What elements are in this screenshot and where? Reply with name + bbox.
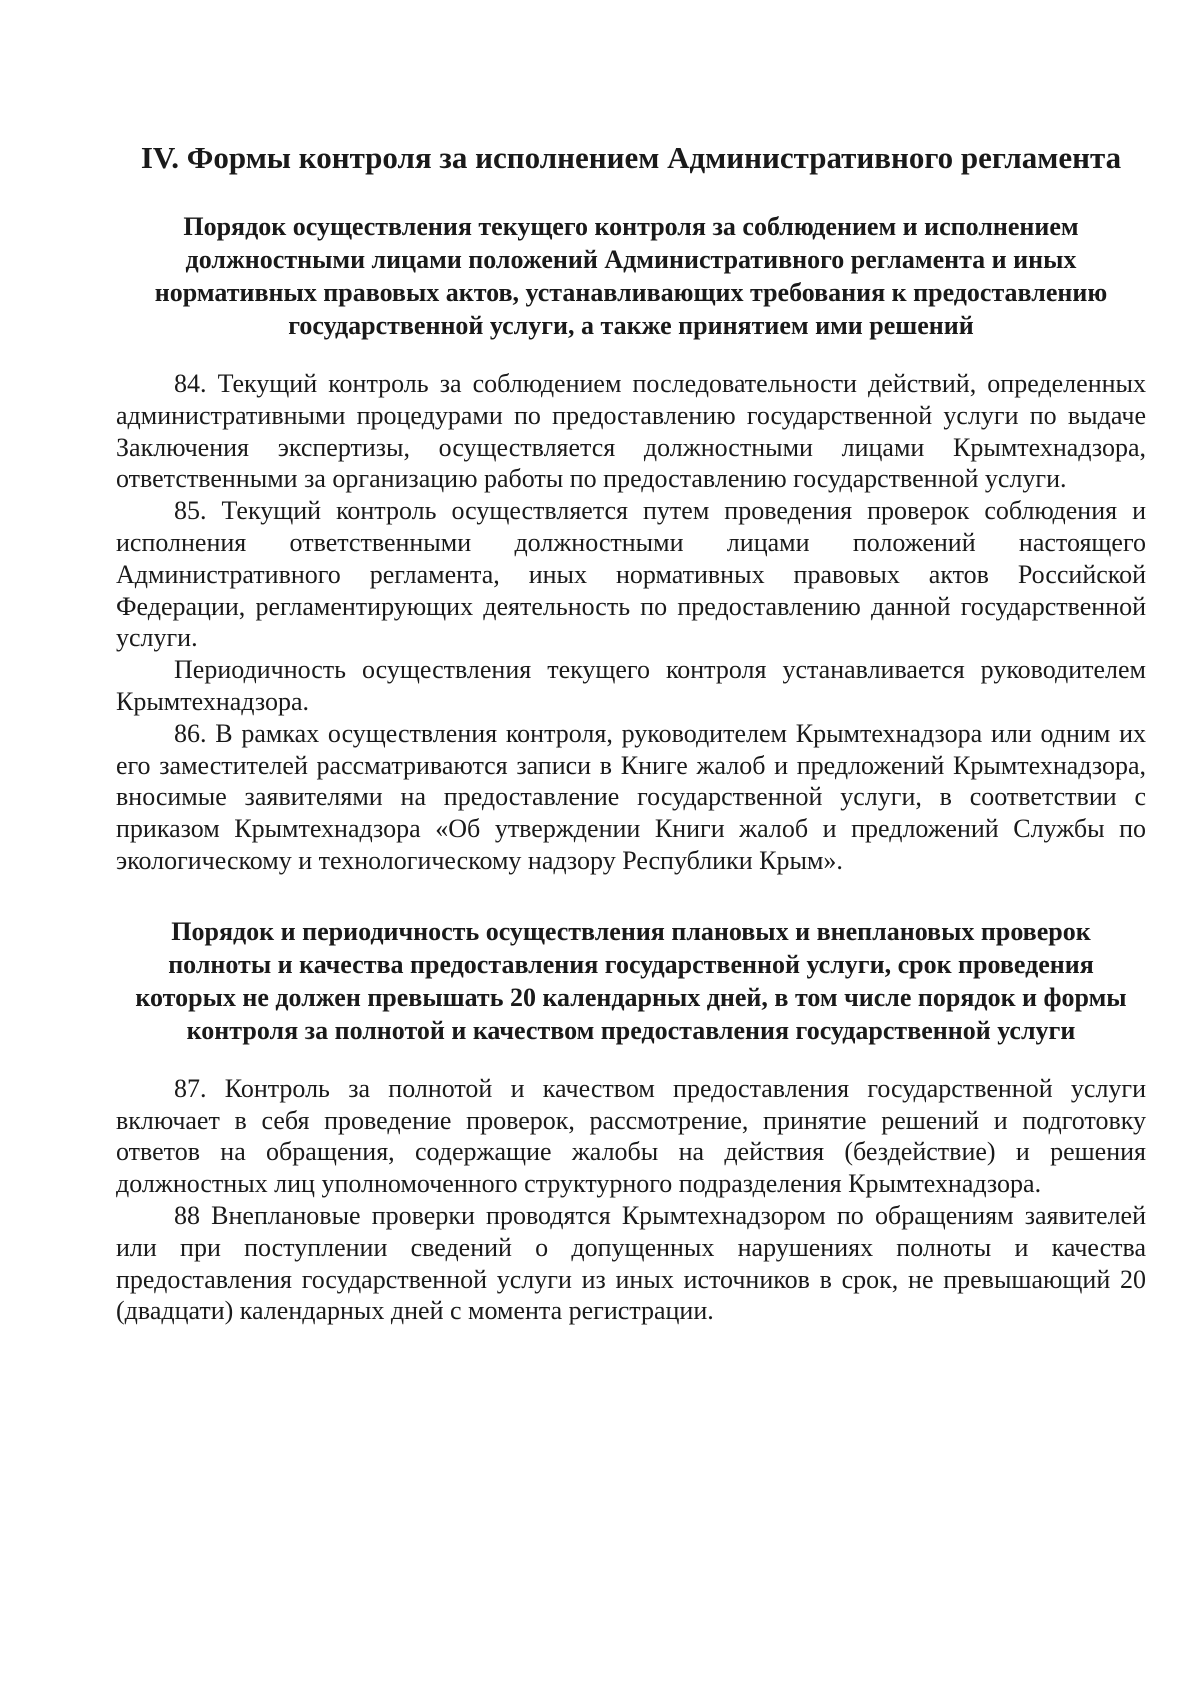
- paragraph-88: 88 Внеплановые проверки проводятся Крымтехнадзором по обращениям заявителей или при поступлении сведений о допущенных нарушениях полноты и качества предоставления государственной услуги из иных источников в срок, не превышающий 20 (двадцати) календарных дней с момента регистрации.: [116, 1200, 1146, 1326]
- paragraph-86: 86. В рамках осуществления контроля, руководителем Крымтехнадзора или одним их его заместителей рассматриваются записи в Книге жалоб и предложений Крымтехнадзора, вносимые заявителями на предоставление государственной услуги, в соответствии с приказом Крымтехнадзора «Об утверждении Книги жалоб и предложений Службы по экологическому и технологическому надзору Республики Крым».: [116, 718, 1146, 875]
- subsection-heading-inspections: Порядок и периодичность осуществления плановых и внеплановых проверок полноты и качества предоставления государственной услуги, срок проведения которых не должен превышать 20 календарных дней, в том числе порядок и формы контроля за полнотой и качеством предоставления государственной услуги: [135, 916, 1127, 1045]
- section-title: IV. Формы контроля за исполнением Административного регламента: [140, 140, 1122, 175]
- paragraph-85: 85. Текущий контроль осуществляется путем проведения проверок соблюдения и исполнения ответственными должностными лицами положений настоящего Административного регламента, иных нормативных правовых актов Российской Федерации, регламентирующих деятельность по предоставлению данной государственной услуги.: [116, 496, 1146, 653]
- section-spacer: [116, 877, 1146, 915]
- paragraph-periodicity: Периодичность осуществления текущего контроля устанавливается руководителем Крымтехнадзора.: [116, 655, 1146, 716]
- subsection-heading-current-control: Порядок осуществления текущего контроля за соблюдением и исполнением должностными лицами положений Административного регламента и иных нормативных правовых актов, устанавливающих требования к предоставлению государственной услуги, а также принятием ими решений: [154, 212, 1108, 340]
- paragraph-84: 84. Текущий контроль за соблюдением последовательности действий, определенных административными процедурами по предоставлению государственной услуги по выдаче Заключения экспертизы, осуществляется должностными лицами Крымтехнадзора, ответственными за организацию работы по предоставлению государственной услуги.: [116, 369, 1146, 494]
- document-page: [116, 140, 1146, 1327]
- paragraph-87: 87. Контроль за полнотой и качеством предоставления государственной услуги включает в себя проведение проверок, рассмотрение, принятие решений и подготовку ответов на обращения, содержащие жалобы на действия (бездействие) и решения должностных лиц уполномоченного структурного подразделения Крымтехнадзора.: [116, 1073, 1146, 1199]
